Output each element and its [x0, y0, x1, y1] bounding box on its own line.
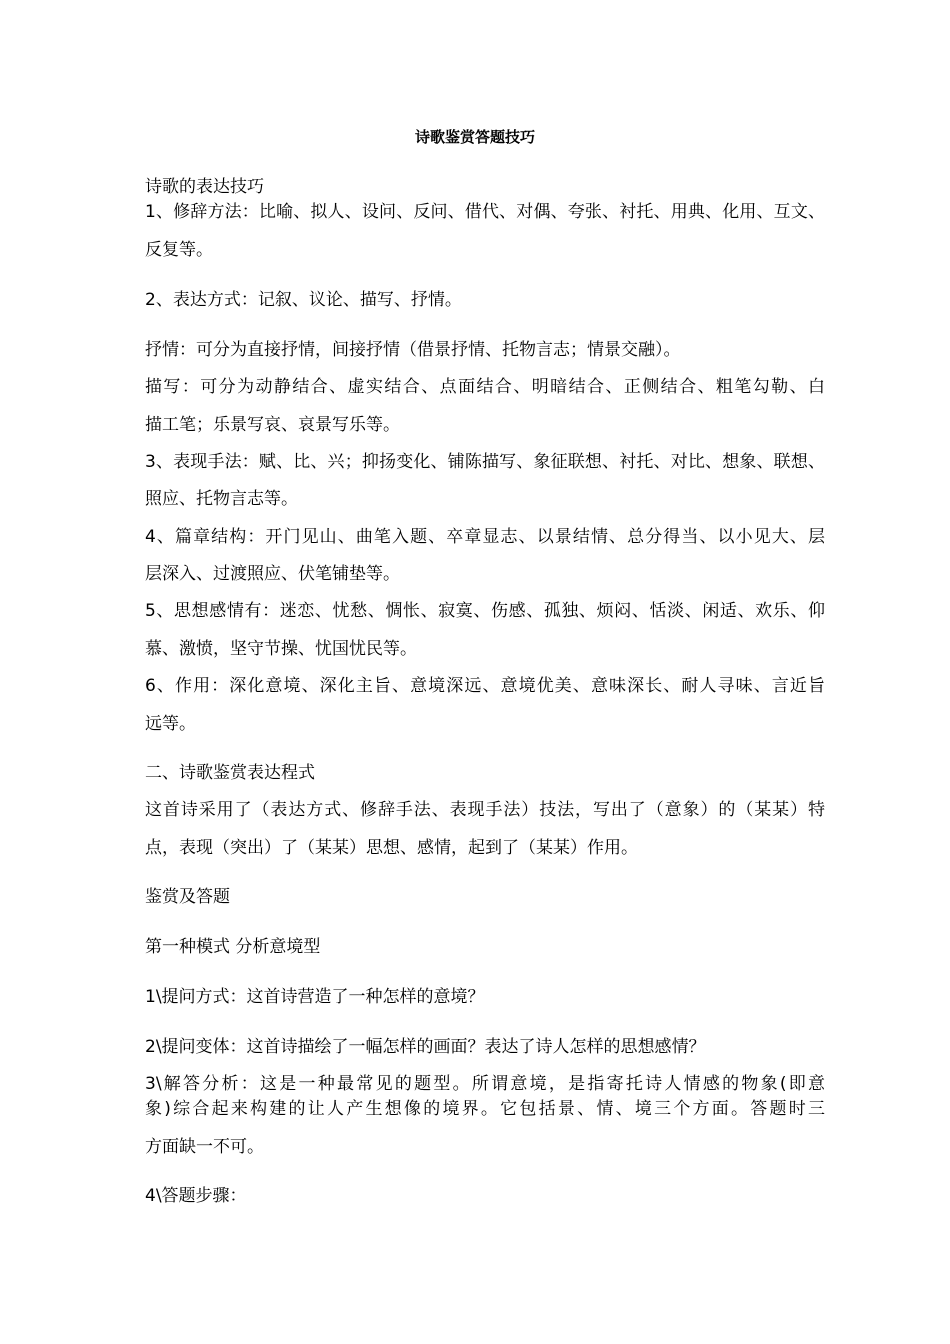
paragraph-line: 6、作用：深化意境、深化主旨、意境深远、意境优美、意味深长、耐人寻味、言近旨	[145, 676, 825, 696]
paragraph-line: 2\提问变体：这首诗描绘了一幅怎样的画面？表达了诗人怎样的思想感情？	[145, 1037, 706, 1057]
paragraph-line: 慕、激愤，坚守节操、忧国忧民等。	[145, 639, 417, 659]
paragraph-line: 1、修辞方法：比喻、拟人、设问、反问、借代、对偶、夸张、衬托、用典、化用、互文、	[145, 202, 825, 222]
paragraph-line: 象)综合起来构建的让人产生想像的境界。它包括景、情、境三个方面。答题时三	[145, 1099, 825, 1119]
section-heading: 鉴赏及答题	[145, 887, 230, 907]
paragraph-line: 点，表现（突出）了（某某）思想、感情，起到了（某某）作用。	[145, 838, 638, 858]
paragraph-line: 3\解答分析：这是一种最常见的题型。所谓意境，是指寄托诗人情感的物象(即意	[145, 1074, 825, 1094]
paragraph-line: 3、表现手法：赋、比、兴；抑扬变化、铺陈描写、象征联想、衬托、对比、想象、联想、	[145, 452, 825, 472]
section-heading: 第一种模式 分析意境型	[145, 937, 321, 957]
paragraph-line: 方面缺一不可。	[145, 1137, 264, 1157]
paragraph-line: 1\提问方式：这首诗营造了一种怎样的意境？	[145, 987, 485, 1007]
paragraph-line: 4\答题步骤：	[145, 1186, 247, 1206]
paragraph-line: 层深入、过渡照应、伏笔铺垫等。	[145, 564, 400, 584]
paragraph-line: 远等。	[145, 714, 196, 734]
paragraph-line: 描工笔；乐景写哀、哀景写乐等。	[145, 415, 400, 435]
paragraph-line: 抒情：可分为直接抒情，间接抒情（借景抒情、托物言志；情景交融）。	[145, 340, 681, 360]
paragraph-line: 照应、托物言志等。	[145, 489, 298, 509]
section-heading: 二、诗歌鉴赏表达程式	[145, 763, 315, 783]
document-title: 诗歌鉴赏答题技巧	[414, 128, 535, 146]
paragraph-line: 2、表达方式：记叙、议论、描写、抒情。	[145, 290, 462, 310]
paragraph-line: 这首诗采用了（表达方式、修辞手法、表现手法）技法，写出了（意象）的（某某）特	[145, 800, 825, 820]
paragraph-line: 反复等。	[145, 240, 213, 260]
paragraph-line: 5、思想感情有：迷恋、忧愁、惆怅、寂寞、伤感、孤独、烦闷、恬淡、闲适、欢乐、仰	[145, 601, 825, 621]
paragraph-line: 4、篇章结构：开门见山、曲笔入题、卒章显志、以景结情、总分得当、以小见大、层	[145, 527, 825, 547]
section-heading: 诗歌的表达技巧	[145, 177, 264, 197]
paragraph-line: 描写：可分为动静结合、虚实结合、点面结合、明暗结合、正侧结合、粗笔勾勒、白	[145, 377, 825, 397]
